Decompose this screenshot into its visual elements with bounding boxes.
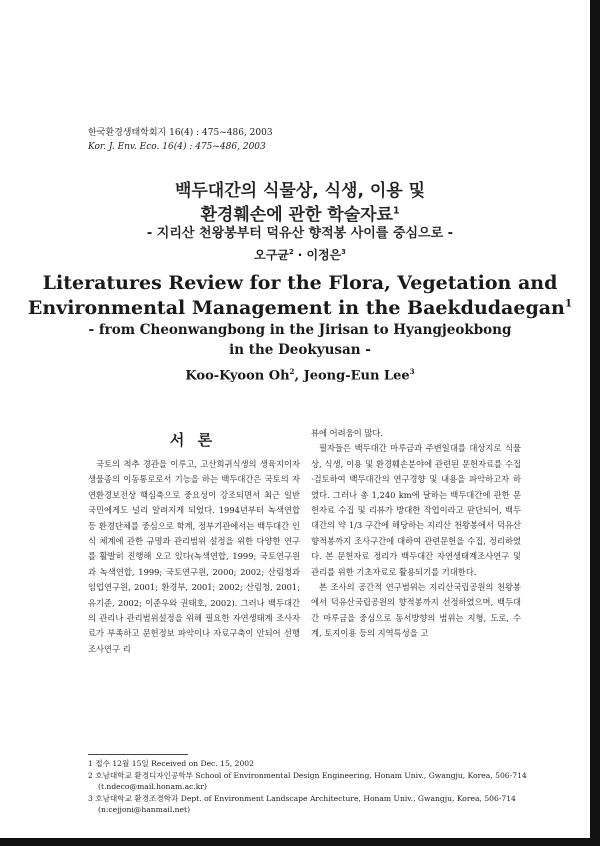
authors-en — [0, 367, 600, 383]
title-en-line2 — [0, 297, 600, 319]
footnotes — [88, 758, 527, 816]
footnote-2-email: (t.ndeco@mail.honam.ac.kr) — [98, 782, 207, 791]
body-column-left — [88, 457, 300, 657]
author-en-1: Koo-Kyoon Oh — [185, 368, 290, 384]
right-paragraph-3: 본 조사의 공간적 연구범위는 지리산국립공원의 천왕봉에서 덕유산국립공원의 향적봉까지 선정하였으며, 백두대간 마루금을 중심으로 동서방향의 범위는 지형, 도로, 수계, 토지이용 등의 지역특성을 고 — [311, 582, 521, 639]
footnote-3: 3 호남대학교 환경조경학과 Dept. of Environment Landscape Architecture, Honam Univ., Gwangju, Korea, 506-714 — [88, 793, 516, 803]
author-ko-1: 오구균 — [254, 248, 289, 262]
footnote-2: 2 호남대학교 환경디자인공학부 School of Environmental Design Engineering, Honam Univ., Gwangju, Korea, 506-714 — [88, 770, 527, 780]
title-ko-line2-text: 환경훼손에 관한 학술자료 — [200, 205, 393, 225]
author-en-2: Jeong-Eun Lee — [303, 368, 410, 384]
left-paragraph-1: 국토의 척추 경관을 이루고, 고산희귀식생의 생육지이자 생물종의 이동통로로서 기능을 하는 백두대간은 국토의 자연환경보전상 핵심축으로 중요성이 강조되면서 최근 일반국민에게도 널리 알려지게 되었다. 1994년부터 녹색연합 등 환경단체를 중심으로 학계, 정부기관에서는 백두대간 인식 체계에 관한 규명과 관리범위 설정을 위한 다양한 연구를 활발히 진행해 오고 있다(녹색연합, 1999; 국토연구원과 녹색연합, 1999; 국토연구원, 2000; 2002; 산림청과 임업연구원, 2001; 환경부, 2001; 2002; 산림청, 2001; 유기준, 2002; 이준우와 권태호, 2002). 그러나 백두대간의 관리나 관리범위설정을 위해 필요한 자연생태계 조사자료가 부족하고 문헌정보 파악이나 자료구축이 안되어 선행 조사연구 리 — [88, 459, 300, 654]
author-ko-1-mark: 2 — [288, 248, 294, 256]
author-ko-2-mark: 3 — [341, 248, 346, 256]
journal-citation-ko: 한국환경생태학회지 16(4) : 475~486, 2003 — [88, 128, 273, 138]
title-en-line2-text: Environmental Management in the Baekdudaegan — [27, 297, 565, 319]
scan-edge-bottom — [0, 838, 600, 846]
body-column-right — [311, 426, 521, 642]
author-ko-separator: · — [293, 248, 307, 262]
title-en-line1: Literatures Review for the Flora, Vegetation and — [42, 272, 558, 294]
footnote-divider — [88, 754, 188, 755]
journal-citation — [88, 126, 273, 154]
footnote-1: 1 접수 12월 15일 Received on Dec. 15, 2002 — [88, 759, 254, 768]
scan-edge-right — [590, 0, 600, 846]
author-en-1-mark: 2 — [289, 367, 295, 376]
author-en-separator: , — [294, 368, 304, 384]
author-ko-2: 이정은 — [306, 248, 342, 262]
author-en-2-mark: 3 — [409, 367, 415, 376]
right-paragraph-2: 필자들은 백두대간 마루금과 주변일대를 대상지로 식물상, 식생, 이용 및 환경훼손분야에 관련된 문헌자료를 수집·검토하여 백두대간의 연구경향 및 내용을 파악하고자 하였다. 그러나 총 1,240 km에 달하는 백두대간에 관한 문헌자료 수집 및 리뷰가 방대한 작업이라고 판단되어, 백두대간의 약 1/3 구간에 해당하는 지리산 천왕봉에서 덕유산 향적봉까지 조사구간에 대하여 관련문헌을 수집, 정리하였다. 본 문헌자료 정리가 백두대간 자연생태계조사연구 및 관리를 위한 기초자료로 활용되기를 기대한다. — [311, 443, 521, 577]
subtitle-en-line2: in the Deokyusan - — [229, 342, 371, 358]
footnote-3-email: (n:cejjoni@hanmail.net) — [98, 805, 191, 814]
title-en-footnote-mark: 1 — [564, 297, 573, 310]
section-heading-introduction: 서 론 — [169, 431, 217, 449]
subtitle-ko: - 지리산 천왕봉부터 덕유산 향적봉 사이를 중심으로 - — [146, 226, 454, 241]
journal-citation-en: Kor. J. Env. Eco. 16(4) : 475~486, 2003 — [88, 142, 266, 152]
title-ko-footnote-mark: 1 — [392, 205, 400, 217]
title-ko-line1: 백두대간의 식물상, 식생, 이용 및 — [174, 181, 426, 201]
right-paragraph-1: 뷰에 어려움이 많다. — [311, 428, 384, 438]
authors-ko — [0, 246, 600, 263]
subtitle-en-line1: - from Cheonwangbong in the Jirisan to Hyangjeokbong — [88, 322, 512, 338]
